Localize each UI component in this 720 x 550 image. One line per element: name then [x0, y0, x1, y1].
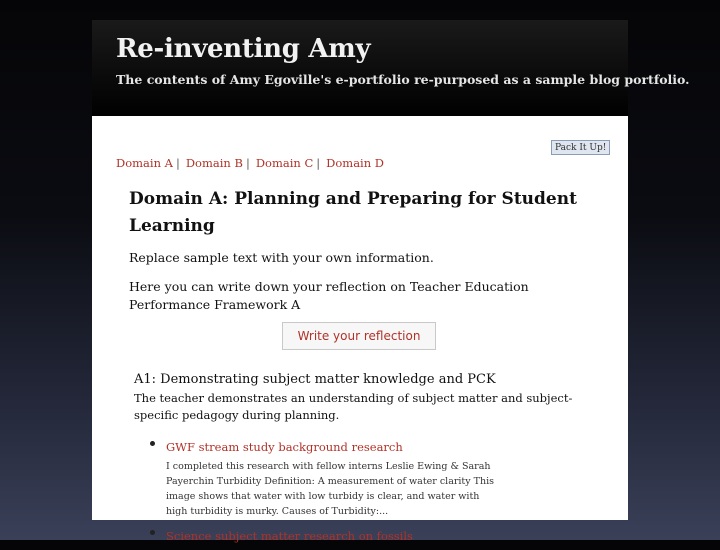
site-title[interactable]: Re-inventing Amy — [116, 34, 371, 64]
list-item — [150, 525, 610, 544]
write-reflection-button[interactable]: Write your reflection — [282, 322, 436, 350]
artifact-link[interactable]: Science subject matter research on fossils — [166, 529, 413, 543]
artifact-link[interactable]: GWF stream study background research — [166, 440, 403, 454]
reflection-prompt: Here you can write down your reflection on Teacher Education Performance Framework A — [129, 279, 529, 312]
site-header — [92, 20, 690, 116]
nav-separator: | — [175, 156, 180, 170]
nav-separator: | — [245, 156, 250, 170]
section-description: The teacher demonstrates an understanding of subject matter and subject-specific pedagogy during planning. — [134, 391, 573, 422]
artifact-excerpt: I completed this research with fellow interns Leslie Ewing & Sarah Payerchin Turbidity Definition: A measurement of water clarity This image shows that water with low turbidy is clear, and water with high turbidity is murky. Causes of Turbidity:... — [166, 461, 495, 517]
nav-link-domain-d[interactable]: Domain D — [326, 156, 385, 170]
section-heading: A1: Demonstrating subject matter knowledge and PCK — [134, 372, 496, 387]
domain-nav — [116, 156, 384, 170]
nav-link-domain-b[interactable]: Domain B — [185, 156, 243, 170]
nav-separator: | — [316, 156, 321, 170]
pack-it-up-button[interactable]: Pack It Up! — [551, 140, 610, 155]
page-title: Domain A: Planning and Preparing for Student Learning — [129, 189, 577, 236]
artifact-list — [150, 436, 610, 550]
bullet-icon — [150, 441, 155, 446]
intro-text: Replace sample text with your own information. — [129, 250, 434, 265]
content-area — [92, 116, 628, 543]
nav-link-domain-a[interactable]: Domain A — [116, 156, 173, 170]
list-item — [150, 436, 610, 519]
bullet-icon — [150, 530, 155, 535]
nav-link-domain-c[interactable]: Domain C — [255, 156, 314, 170]
site-description: The contents of Amy Egoville's e-portfolio re-purposed as a sample blog portfolio. — [116, 72, 690, 87]
